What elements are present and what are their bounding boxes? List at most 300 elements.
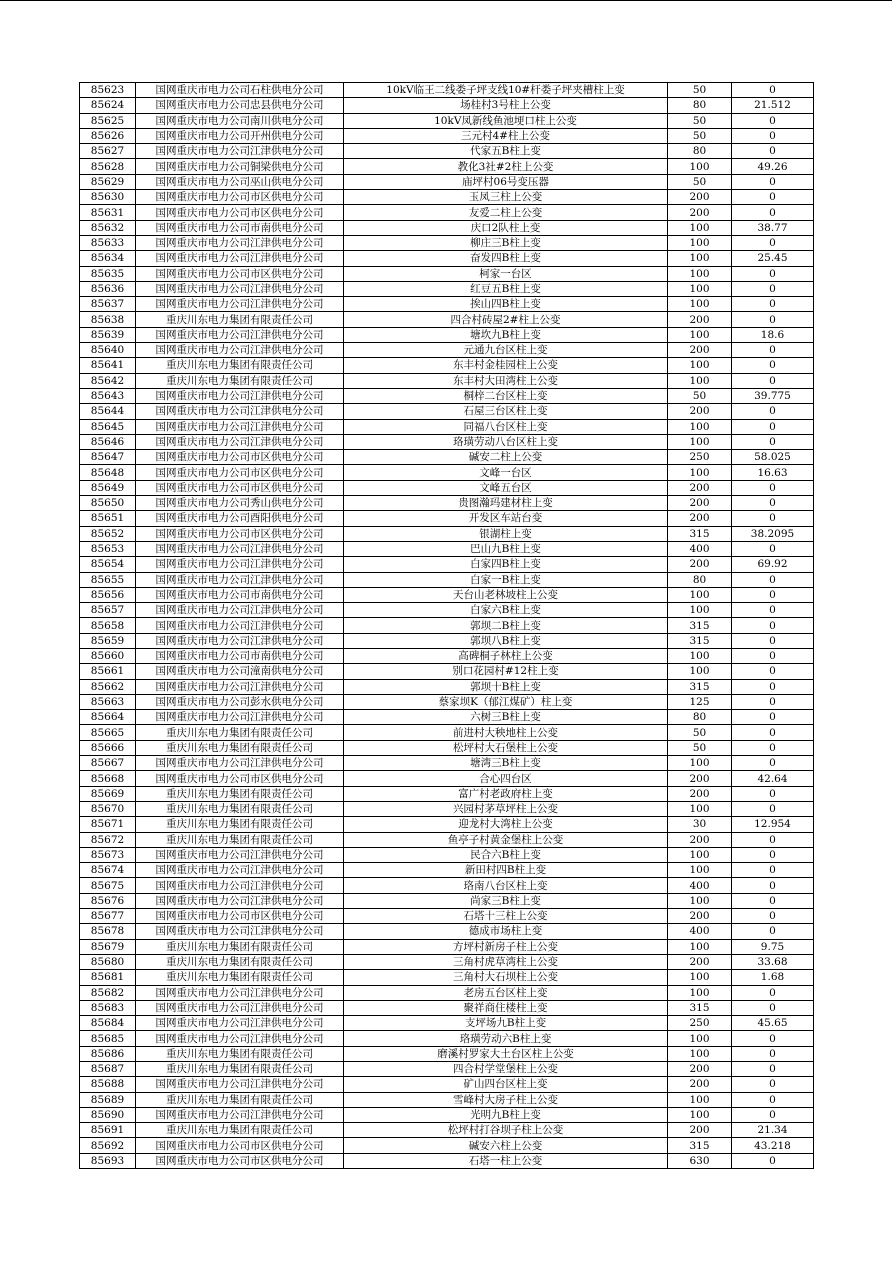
row-id-cell: 85666 [80,740,136,755]
table-row [80,450,814,465]
table-row [80,511,814,526]
row-id-cell: 85642 [80,373,136,388]
company-cell: 国网重庆市电力公司市区供电分公司 [136,190,344,205]
table-row [80,771,814,786]
table-row [80,648,814,663]
value-cell: 0 [732,1153,814,1168]
company-cell: 国网重庆市电力公司酉阳供电分公司 [136,511,344,526]
value-cell: 21.512 [732,98,814,113]
company-cell: 国网重庆市电力公司江津供电分公司 [136,985,344,1000]
table-row [80,801,814,816]
transformer-name-cell: 白家六B柱上变 [344,603,668,618]
company-cell: 国网重庆市电力公司市南供电分公司 [136,587,344,602]
transformer-name-cell: 碱安二柱上公变 [344,450,668,465]
transformer-name-cell: 富广村老政府柱上变 [344,786,668,801]
table-row [80,190,814,205]
table-row [80,404,814,419]
company-cell: 国网重庆市电力公司市区供电分公司 [136,465,344,480]
capacity-cell: 315 [668,526,732,541]
transformer-name-cell: 珞璜劳动六B柱上变 [344,1031,668,1046]
company-cell: 重庆川东电力集团有限责任公司 [136,373,344,388]
transformer-name-cell: 10kV临王二线娄子坪支线10#杆娄子坪夹槽柱上变 [344,83,668,98]
transformer-name-cell: 聚祥商住楼柱上变 [344,1000,668,1015]
value-cell: 0 [732,496,814,511]
company-cell: 国网重庆市电力公司江津供电分公司 [136,251,344,266]
company-cell: 国网重庆市电力公司江津供电分公司 [136,1031,344,1046]
capacity-cell: 200 [668,954,732,969]
company-cell: 国网重庆市电力公司江津供电分公司 [136,603,344,618]
capacity-cell: 100 [668,297,732,312]
row-id-cell: 85673 [80,847,136,862]
value-cell: 9.75 [732,939,814,954]
table-row [80,1092,814,1107]
value-cell: 49.26 [732,159,814,174]
transformer-name-cell: 银湖柱上变 [344,526,668,541]
row-id-cell: 85691 [80,1123,136,1138]
table-row [80,1138,814,1153]
company-cell: 国网重庆市电力公司铜梁供电分公司 [136,159,344,174]
table-row [80,144,814,159]
company-cell: 国网重庆市电力公司南川供电分公司 [136,113,344,128]
row-id-cell: 85659 [80,633,136,648]
row-id-cell: 85685 [80,1031,136,1046]
value-cell: 0 [732,679,814,694]
transformer-name-cell: 郭坝十B柱上变 [344,679,668,694]
company-cell: 国网重庆市电力公司秀山供电分公司 [136,496,344,511]
row-id-cell: 85668 [80,771,136,786]
company-cell: 国网重庆市电力公司江津供电分公司 [136,1000,344,1015]
capacity-cell: 80 [668,98,732,113]
transformer-name-cell: 石屋三台区柱上变 [344,404,668,419]
capacity-cell: 100 [668,587,732,602]
capacity-cell: 200 [668,480,732,495]
row-id-cell: 85649 [80,480,136,495]
transformer-name-cell: 天台山老林坡柱上公变 [344,587,668,602]
capacity-cell: 100 [668,465,732,480]
table-row [80,205,814,220]
value-cell: 0 [732,710,814,725]
transformer-name-cell: 迎龙村大湾柱上公变 [344,817,668,832]
value-cell: 0 [732,1092,814,1107]
value-cell: 0 [732,740,814,755]
capacity-cell: 200 [668,404,732,419]
value-cell: 58.025 [732,450,814,465]
capacity-cell: 100 [668,358,732,373]
company-cell: 国网重庆市电力公司江津供电分公司 [136,281,344,296]
company-cell: 国网重庆市电力公司江津供电分公司 [136,572,344,587]
value-cell: 0 [732,312,814,327]
company-cell: 国网重庆市电力公司江津供电分公司 [136,144,344,159]
row-id-cell: 85623 [80,83,136,98]
row-id-cell: 85684 [80,1016,136,1031]
capacity-cell: 200 [668,771,732,786]
table-row [80,281,814,296]
transformer-name-cell: 兴园村茅草坪柱上公变 [344,801,668,816]
row-id-cell: 85639 [80,327,136,342]
transformer-name-cell: 矿山四台区柱上变 [344,1077,668,1092]
transformer-name-cell: 前进村大秧地柱上公变 [344,725,668,740]
table-row [80,98,814,113]
transformer-name-cell: 代家五B柱上变 [344,144,668,159]
transformer-name-cell: 松坪村大石堡柱上公变 [344,740,668,755]
capacity-cell: 315 [668,1138,732,1153]
table-row [80,1123,814,1138]
value-cell: 0 [732,878,814,893]
transformer-name-cell: 德成市场柱上变 [344,924,668,939]
table-row [80,786,814,801]
table-row [80,373,814,388]
company-cell: 国网重庆市电力公司市区供电分公司 [136,1138,344,1153]
table-row [80,251,814,266]
value-cell: 0 [732,205,814,220]
capacity-cell: 100 [668,1046,732,1061]
transformer-name-cell: 教化3社#2柱上公变 [344,159,668,174]
transformer-name-cell: 郭坝二B柱上变 [344,618,668,633]
value-cell: 0 [732,266,814,281]
row-id-cell: 85627 [80,144,136,159]
value-cell: 0 [732,343,814,358]
value-cell: 0 [732,786,814,801]
company-cell: 重庆川东电力集团有限责任公司 [136,725,344,740]
row-id-cell: 85680 [80,954,136,969]
transformer-name-cell: 鱼亭子村黄金堡柱上公变 [344,832,668,847]
capacity-cell: 200 [668,1077,732,1092]
row-id-cell: 85631 [80,205,136,220]
row-id-cell: 85676 [80,893,136,908]
row-id-cell: 85665 [80,725,136,740]
capacity-cell: 80 [668,710,732,725]
capacity-cell: 315 [668,679,732,694]
value-cell: 0 [732,174,814,189]
company-cell: 国网重庆市电力公司巫山供电分公司 [136,174,344,189]
row-id-cell: 85661 [80,664,136,679]
table-row [80,817,814,832]
transformer-name-cell: 石塔一柱上公变 [344,1153,668,1168]
capacity-cell: 100 [668,251,732,266]
transformer-name-cell: 合心四台区 [344,771,668,786]
value-cell: 45.65 [732,1016,814,1031]
capacity-cell: 100 [668,985,732,1000]
transformer-name-cell: 同福八台区柱上变 [344,419,668,434]
row-id-cell: 85693 [80,1153,136,1168]
company-cell: 国网重庆市电力公司江津供电分公司 [136,404,344,419]
capacity-cell: 200 [668,909,732,924]
value-cell: 38.77 [732,220,814,235]
transformer-name-cell: 场桂村3号柱上公变 [344,98,668,113]
capacity-cell: 100 [668,373,732,388]
value-cell: 1.68 [732,970,814,985]
table-row [80,1153,814,1168]
row-id-cell: 85634 [80,251,136,266]
capacity-cell: 125 [668,694,732,709]
transformer-name-cell: 塘坎九B柱上变 [344,327,668,342]
transformer-name-cell: 郭坝八B柱上变 [344,633,668,648]
transformer-name-cell: 六树三B柱上变 [344,710,668,725]
company-cell: 国网重庆市电力公司江津供电分公司 [136,419,344,434]
company-cell: 国网重庆市电力公司江津供电分公司 [136,893,344,908]
value-cell: 0 [732,694,814,709]
table-row [80,1016,814,1031]
transformer-name-cell: 红豆五B柱上变 [344,281,668,296]
value-cell: 0 [732,847,814,862]
company-cell: 国网重庆市电力公司江津供电分公司 [136,1016,344,1031]
transformer-name-cell: 石塔十三柱上公变 [344,909,668,924]
table-row [80,832,814,847]
table-row [80,83,814,98]
row-id-cell: 85664 [80,710,136,725]
company-cell: 国网重庆市电力公司江津供电分公司 [136,327,344,342]
table-row [80,465,814,480]
transformer-name-cell: 松坪村打谷坝子柱上公变 [344,1123,668,1138]
value-cell: 12.954 [732,817,814,832]
capacity-cell: 200 [668,343,732,358]
table-row [80,587,814,602]
transformer-name-cell: 四合村砖屋2#柱上公变 [344,312,668,327]
value-cell: 0 [732,1000,814,1015]
table-row [80,710,814,725]
capacity-cell: 100 [668,281,732,296]
transformer-name-cell: 别口花园村#12柱上变 [344,664,668,679]
value-cell: 33.68 [732,954,814,969]
transformer-name-cell: 文峰五台区 [344,480,668,495]
company-cell: 国网重庆市电力公司江津供电分公司 [136,1077,344,1092]
table-row [80,572,814,587]
capacity-cell: 400 [668,878,732,893]
company-cell: 国网重庆市电力公司江津供电分公司 [136,756,344,771]
value-cell: 0 [732,511,814,526]
row-id-cell: 85688 [80,1077,136,1092]
row-id-cell: 85653 [80,541,136,556]
row-id-cell: 85663 [80,694,136,709]
table-row [80,235,814,250]
capacity-cell: 100 [668,939,732,954]
row-id-cell: 85674 [80,863,136,878]
company-cell: 国网重庆市电力公司江津供电分公司 [136,863,344,878]
value-cell: 0 [732,144,814,159]
value-cell: 0 [732,924,814,939]
value-cell: 0 [732,235,814,250]
company-cell: 重庆川东电力集团有限责任公司 [136,1092,344,1107]
row-id-cell: 85632 [80,220,136,235]
capacity-cell: 400 [668,541,732,556]
transformer-name-cell: 贵图瀚玛建材柱上变 [344,496,668,511]
company-cell: 国网重庆市电力公司市区供电分公司 [136,450,344,465]
value-cell: 0 [732,83,814,98]
capacity-cell: 200 [668,205,732,220]
row-id-cell: 85669 [80,786,136,801]
table-row [80,954,814,969]
value-cell: 0 [732,893,814,908]
company-cell: 国网重庆市电力公司江津供电分公司 [136,1107,344,1122]
row-id-cell: 85692 [80,1138,136,1153]
company-cell: 重庆川东电力集团有限责任公司 [136,740,344,755]
company-cell: 重庆川东电力集团有限责任公司 [136,1062,344,1077]
table-row [80,863,814,878]
table-row [80,740,814,755]
value-cell: 0 [732,128,814,143]
company-cell: 重庆川东电力集团有限责任公司 [136,358,344,373]
capacity-cell: 315 [668,633,732,648]
capacity-cell: 100 [668,235,732,250]
capacity-cell: 200 [668,1062,732,1077]
row-id-cell: 85630 [80,190,136,205]
transformer-name-cell: 开发区车站台变 [344,511,668,526]
capacity-cell: 315 [668,1000,732,1015]
table-row [80,358,814,373]
table-row [80,297,814,312]
company-cell: 国网重庆市电力公司江津供电分公司 [136,434,344,449]
row-id-cell: 85633 [80,235,136,250]
value-cell: 42.64 [732,771,814,786]
table-row [80,618,814,633]
company-cell: 国网重庆市电力公司市区供电分公司 [136,771,344,786]
company-cell: 国网重庆市电力公司江津供电分公司 [136,557,344,572]
row-id-cell: 85644 [80,404,136,419]
transformer-table [79,82,814,1169]
row-id-cell: 85682 [80,985,136,1000]
transformer-name-cell: 东丰村大田湾柱上公变 [344,373,668,388]
capacity-cell: 80 [668,572,732,587]
transformer-name-cell: 光明九B柱上变 [344,1107,668,1122]
table-row [80,893,814,908]
value-cell: 0 [732,373,814,388]
capacity-cell: 50 [668,128,732,143]
capacity-cell: 100 [668,220,732,235]
row-id-cell: 85643 [80,388,136,403]
table-row [80,159,814,174]
company-cell: 国网重庆市电力公司彭水供电分公司 [136,694,344,709]
table-row [80,541,814,556]
company-cell: 国网重庆市电力公司市南供电分公司 [136,220,344,235]
row-id-cell: 85658 [80,618,136,633]
row-id-cell: 85662 [80,679,136,694]
table-row [80,220,814,235]
company-cell: 国网重庆市电力公司市南供电分公司 [136,648,344,663]
value-cell: 0 [732,358,814,373]
value-cell: 0 [732,113,814,128]
capacity-cell: 100 [668,603,732,618]
value-cell: 0 [732,633,814,648]
value-cell: 0 [732,1046,814,1061]
capacity-cell: 50 [668,113,732,128]
value-cell: 0 [732,190,814,205]
transformer-name-cell: 碱安六柱上公变 [344,1138,668,1153]
value-cell: 0 [732,985,814,1000]
table-row [80,924,814,939]
capacity-cell: 200 [668,832,732,847]
row-id-cell: 85652 [80,526,136,541]
capacity-cell: 630 [668,1153,732,1168]
page-top-rule [0,0,892,1]
row-id-cell: 85656 [80,587,136,602]
table-row [80,557,814,572]
company-cell: 国网重庆市电力公司市区供电分公司 [136,526,344,541]
value-cell: 0 [732,541,814,556]
table-body [80,83,814,1169]
value-cell: 0 [732,297,814,312]
value-cell: 38.2095 [732,526,814,541]
capacity-cell: 100 [668,648,732,663]
table-row [80,970,814,985]
capacity-cell: 50 [668,725,732,740]
value-cell: 0 [732,725,814,740]
company-cell: 国网重庆市电力公司江津供电分公司 [136,297,344,312]
capacity-cell: 100 [668,327,732,342]
transformer-name-cell: 三元村4#柱上公变 [344,128,668,143]
capacity-cell: 100 [668,1107,732,1122]
row-id-cell: 85681 [80,970,136,985]
company-cell: 国网重庆市电力公司忠县供电分公司 [136,98,344,113]
transformer-name-cell: 方坪村新房子柱上公变 [344,939,668,954]
company-cell: 国网重庆市电力公司江津供电分公司 [136,633,344,648]
table-row [80,128,814,143]
transformer-name-cell: 奋发四B柱上变 [344,251,668,266]
table-row [80,113,814,128]
value-cell: 0 [732,664,814,679]
row-id-cell: 85646 [80,434,136,449]
company-cell: 国网重庆市电力公司江津供电分公司 [136,924,344,939]
company-cell: 重庆川东电力集团有限责任公司 [136,970,344,985]
value-cell: 0 [732,419,814,434]
row-id-cell: 85671 [80,817,136,832]
transformer-name-cell: 挨山四B柱上变 [344,297,668,312]
value-cell: 0 [732,587,814,602]
row-id-cell: 85650 [80,496,136,511]
capacity-cell: 100 [668,847,732,862]
row-id-cell: 85675 [80,878,136,893]
row-id-cell: 85625 [80,113,136,128]
capacity-cell: 250 [668,1016,732,1031]
row-id-cell: 85672 [80,832,136,847]
transformer-name-cell: 磨溪村罗家大土台区柱上公变 [344,1046,668,1061]
table-row [80,434,814,449]
value-cell: 43.218 [732,1138,814,1153]
company-cell: 国网重庆市电力公司江津供电分公司 [136,235,344,250]
row-id-cell: 85683 [80,1000,136,1015]
table-row [80,1062,814,1077]
company-cell: 国网重庆市电力公司江津供电分公司 [136,679,344,694]
table-row [80,174,814,189]
value-cell: 0 [732,434,814,449]
capacity-cell: 200 [668,511,732,526]
transformer-name-cell: 柯家一台区 [344,266,668,281]
value-cell: 0 [732,618,814,633]
company-cell: 国网重庆市电力公司江津供电分公司 [136,618,344,633]
table-row [80,756,814,771]
capacity-cell: 100 [668,863,732,878]
table-row [80,939,814,954]
row-id-cell: 85679 [80,939,136,954]
company-cell: 国网重庆市电力公司江津供电分公司 [136,343,344,358]
value-cell: 0 [732,1107,814,1122]
capacity-cell: 100 [668,664,732,679]
company-cell: 重庆川东电力集团有限责任公司 [136,1123,344,1138]
row-id-cell: 85667 [80,756,136,771]
company-cell: 国网重庆市电力公司市区供电分公司 [136,205,344,220]
value-cell: 0 [732,1031,814,1046]
table-row [80,1107,814,1122]
value-cell: 0 [732,281,814,296]
transformer-name-cell: 白家一B柱上变 [344,572,668,587]
row-id-cell: 85660 [80,648,136,663]
capacity-cell: 100 [668,801,732,816]
transformer-name-cell: 四合村学堂堡柱上公变 [344,1062,668,1077]
transformer-name-cell: 珞璜劳动八台区柱上变 [344,434,668,449]
table-row [80,312,814,327]
company-cell: 国网重庆市电力公司市区供电分公司 [136,1153,344,1168]
row-id-cell: 85690 [80,1107,136,1122]
table-row [80,1000,814,1015]
